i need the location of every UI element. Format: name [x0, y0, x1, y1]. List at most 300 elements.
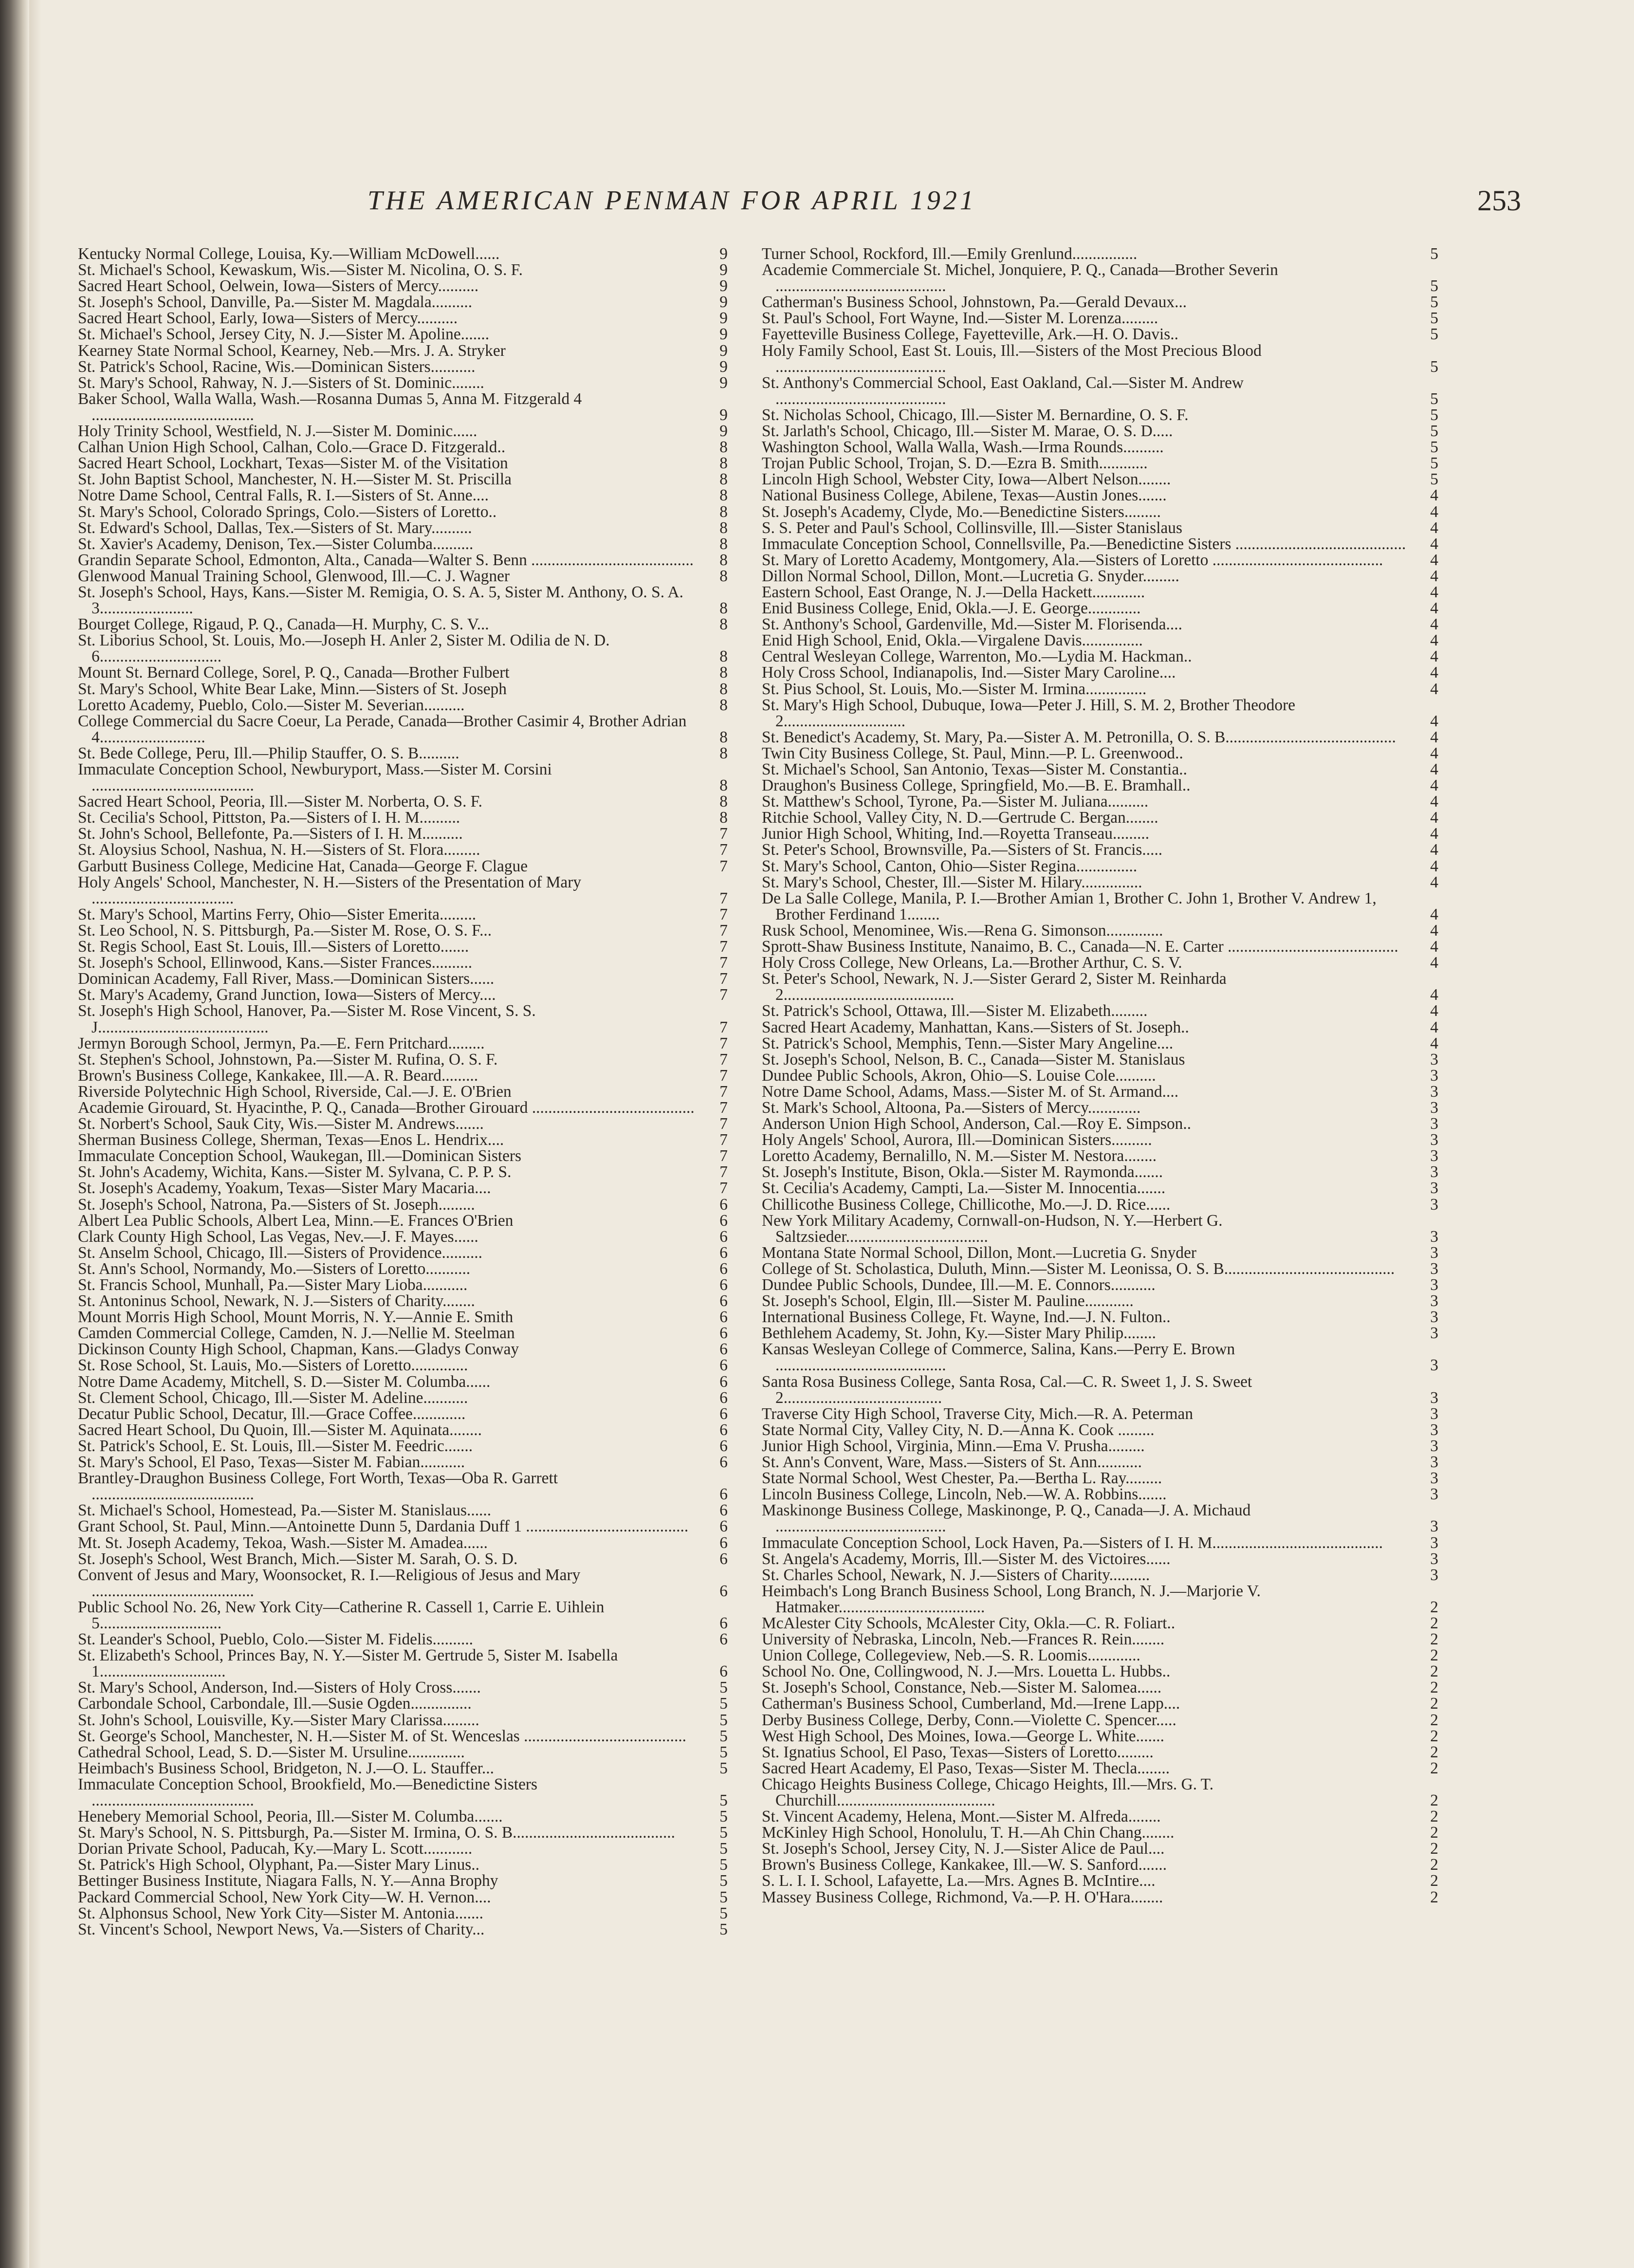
school-entry-text: Montana State Normal School, Dillon, Mont.—Lucretia G. Snyder	[762, 1243, 1197, 1262]
certificate-count: 3	[1430, 1469, 1438, 1488]
list-item	[762, 1551, 1438, 1567]
certificate-count: 6	[719, 1582, 728, 1600]
school-entry-text: St. Nicholas School, Chicago, Ill.—Sister M. Bernardine, O. S. F.	[762, 406, 1189, 424]
school-entry-text: Junior High School, Virginia, Minn.—Ema V. Prusha.........	[762, 1437, 1145, 1455]
certificate-count: 8	[719, 776, 728, 795]
running-title: THE AMERICAN PENMAN FOR APRIL 1921	[367, 185, 976, 216]
certificate-count: 4	[1430, 809, 1438, 827]
school-entry-text: Holy Angels' School, Manchester, N. H.—Sisters of the Presentation of Mary ...................................	[78, 873, 582, 907]
school-entry-text: Sacred Heart School, Lockhart, Texas—Sister M. of the Visitation	[78, 454, 508, 473]
list-item	[762, 1213, 1438, 1245]
certificate-count: 6	[719, 1356, 728, 1375]
school-entry-text: Convent of Jesus and Mary, Woonsocket, R. I.—Religious of Jesus and Mary ........................................	[78, 1566, 581, 1600]
certificate-count: 3	[1430, 1308, 1438, 1327]
list-item	[78, 1728, 728, 1744]
list-item	[78, 552, 728, 568]
certificate-count: 3	[1430, 1227, 1438, 1246]
list-item	[78, 1873, 728, 1889]
school-entry-text: Chillicothe Business College, Chillicothe, Mo.—J. D. Rice......	[762, 1195, 1171, 1214]
list-item	[762, 407, 1438, 423]
certificate-count: 2	[1430, 1807, 1438, 1826]
school-entry-text: S. L. I. I. School, Lafayette, La.—Mrs. Agnes B. McIntire....	[762, 1872, 1156, 1890]
certificate-count: 5	[719, 1678, 728, 1697]
school-entry-text: Cathedral School, Lead, S. D.—Sister M. Ursuline..............	[78, 1743, 465, 1761]
list-item	[762, 1647, 1438, 1663]
school-entry-text: Union College, Collegeview, Neb.—S. R. Loomis.............	[762, 1646, 1140, 1665]
school-entry-text: St. Anthony's School, Gardenville, Md.—Sister M. Florisenda....	[762, 615, 1182, 634]
school-entry-text: Notre Dame School, Adams, Mass.—Sister M. of St. Armand....	[762, 1082, 1179, 1101]
list-item	[78, 520, 728, 536]
certificate-count: 6	[719, 1630, 728, 1649]
list-item	[762, 1857, 1438, 1873]
list-item	[78, 1245, 728, 1261]
school-entry-text: College Commercial du Sacre Coeur, La Perade, Canada—Brother Casimir 4, Brother Adrian 4..........................	[78, 712, 687, 746]
list-item	[78, 391, 728, 423]
certificate-count: 3	[1430, 1082, 1438, 1101]
certificate-count: 5	[1430, 309, 1438, 328]
book-binding	[0, 0, 29, 2268]
list-item	[78, 1744, 728, 1760]
school-entry-text: St. Michael's School, Jersey City, N. J.—Sister M. Apoline.......	[78, 325, 490, 344]
certificate-count: 3	[1430, 1066, 1438, 1085]
list-item	[78, 1518, 728, 1534]
school-entry-text: St. Anthony's Commercial School, East Oakland, Cal.—Sister M. Andrew ..........................................	[762, 373, 1244, 408]
school-entry-text: St. Joseph's School, Nelson, B. C., Canada—Sister M. Stanislaus	[762, 1050, 1185, 1069]
certificate-count: 7	[719, 1066, 728, 1085]
certificate-count: 4	[1430, 712, 1438, 730]
list-item	[762, 1261, 1438, 1277]
school-entry-text: De La Salle College, Manila, P. I.—Brother Amian 1, Brother C. John 1, Brother V. Andrew 1, Brother Ferdinand 1........	[762, 889, 1377, 923]
list-item	[78, 1213, 728, 1229]
school-entry-text: St. Leander's School, Pueblo, Colo.—Sister M. Fidelis..........	[78, 1630, 474, 1649]
school-entry-text: Brown's Business College, Kankakee, Ill.—A. R. Beard.........	[78, 1066, 478, 1085]
list-item	[762, 1132, 1438, 1148]
list-item	[78, 1132, 728, 1148]
school-entry-text: St. Joseph's School, Constance, Neb.—Sister M. Salomea......	[762, 1678, 1162, 1697]
list-item	[762, 471, 1438, 487]
list-item	[78, 1357, 728, 1373]
certificate-count: 7	[719, 1179, 728, 1198]
list-item	[78, 1599, 728, 1631]
certificate-count: 2	[1430, 1759, 1438, 1777]
list-item	[78, 1631, 728, 1647]
list-item	[762, 826, 1438, 842]
school-entry-text: St. Joseph's School, Jersey City, N. J.—Sister Alice de Paul....	[762, 1840, 1165, 1858]
certificate-count: 4	[1430, 873, 1438, 891]
list-item	[78, 1905, 728, 1921]
list-item	[78, 1180, 728, 1196]
list-item	[78, 359, 728, 375]
list-item	[762, 1760, 1438, 1776]
school-entry-text: Sprott-Shaw Business Institute, Nanaimo, B. C., Canada—N. E. Carter ..........................................	[762, 938, 1398, 956]
list-item	[78, 1567, 728, 1599]
certificate-count: 2	[1430, 1872, 1438, 1890]
school-entry-text: St. Charles School, Newark, N. J.—Sisters of Charity..........	[762, 1566, 1150, 1584]
list-item	[78, 326, 728, 342]
list-item	[762, 1583, 1438, 1615]
school-entry-text: Loretto Academy, Bernalillo, N. M.—Sister M. Nestora........	[762, 1147, 1157, 1165]
school-entry-text: Ritchie School, Valley City, N. D.—Gertrude C. Bergan........	[762, 809, 1158, 827]
certificate-count: 7	[719, 841, 728, 859]
school-entry-text: West High School, Des Moines, Iowa.—George L. White.......	[762, 1727, 1165, 1745]
right-column	[762, 246, 1438, 1905]
page-header	[0, 185, 1634, 243]
certificate-count: 5	[719, 1856, 728, 1874]
list-item	[78, 955, 728, 971]
list-item	[78, 1197, 728, 1213]
list-item	[762, 1663, 1438, 1679]
certificate-count: 8	[719, 486, 728, 505]
list-item	[762, 1035, 1438, 1051]
school-entry-text: Academie Girouard, St. Hyacinthe, P. Q., Canada—Brother Girouard ........................................	[78, 1098, 695, 1117]
list-item	[762, 1889, 1438, 1905]
school-entry-text: McKinley High School, Honolulu, T. H.—Ah Chin Chang........	[762, 1824, 1175, 1842]
certificate-count: 8	[719, 599, 728, 618]
certificate-count: 6	[719, 1437, 728, 1455]
certificate-count: 2	[1430, 1646, 1438, 1665]
school-entry-text: St. Aloysius School, Nashua, N. H.—Sisters of St. Flora.........	[78, 841, 480, 859]
list-item	[762, 1019, 1438, 1035]
school-entry-text: Garbutt Business College, Medicine Hat, Canada—George F. Clague	[78, 857, 528, 875]
certificate-count: 2	[1430, 1727, 1438, 1745]
school-entry-text: Mt. St. Joseph Academy, Tekoa, Wash.—Sister M. Amadea......	[78, 1533, 488, 1552]
certificate-count: 3	[1430, 1179, 1438, 1198]
school-entry-text: Traverse City High School, Traverse City, Mich.—R. A. Peterman	[762, 1404, 1193, 1423]
certificate-count: 5	[1430, 293, 1438, 312]
page-edge-shadow	[29, 0, 41, 2268]
list-item	[762, 1535, 1438, 1551]
list-item	[78, 471, 728, 487]
school-entry-text: Turner School, Rockford, Ill.—Emily Grenlund................	[762, 245, 1138, 263]
school-entry-text: International Business College, Ft. Wayne, Ind.—J. N. Fulton..	[762, 1308, 1171, 1327]
certificate-count: 3	[1430, 1098, 1438, 1117]
school-entry-text: Henebery Memorial School, Peoria, Ill.—Sister M. Columba.......	[78, 1807, 503, 1826]
list-item	[78, 1406, 728, 1422]
list-item	[762, 1712, 1438, 1728]
list-item	[78, 1148, 728, 1164]
school-entry-text: Bethlehem Academy, St. John, Ky.—Sister Mary Philip........	[762, 1324, 1156, 1343]
list-item	[762, 423, 1438, 439]
list-item	[762, 1825, 1438, 1841]
list-item	[78, 632, 728, 664]
certificate-count: 7	[719, 1050, 728, 1069]
certificate-count: 7	[719, 970, 728, 988]
certificate-count: 5	[1430, 470, 1438, 489]
certificate-count: 7	[719, 857, 728, 875]
list-item	[762, 1422, 1438, 1438]
certificate-count: 2	[1430, 1888, 1438, 1906]
school-entry-text: St. Pius School, St. Louis, Mo.—Sister M. Irmina...............	[762, 680, 1147, 698]
list-item	[762, 1341, 1438, 1373]
list-item	[78, 681, 728, 697]
certificate-count: 4	[1430, 728, 1438, 746]
list-item	[762, 874, 1438, 890]
school-entry-text: St. Xavier's Academy, Denison, Tex.—Sister Columba..........	[78, 535, 474, 553]
list-item	[78, 1776, 728, 1808]
school-entry-text: Rusk School, Menominee, Wis.—Rena G. Simonson..............	[762, 921, 1163, 940]
certificate-count: 4	[1430, 664, 1438, 682]
list-item	[78, 1261, 728, 1277]
list-item	[762, 632, 1438, 648]
list-item	[78, 294, 728, 310]
list-item	[762, 810, 1438, 826]
school-entry-text: St. Michael's School, Homestead, Pa.—Sister M. Stanislaus......	[78, 1501, 492, 1520]
certificate-count: 4	[1430, 583, 1438, 601]
list-item	[78, 455, 728, 471]
list-item	[78, 1921, 728, 1937]
certificate-count: 9	[719, 422, 728, 441]
school-entry-text: St. John Baptist School, Manchester, N. H.—Sister M. St. Priscilla	[78, 470, 512, 489]
page-number: 253	[1477, 184, 1521, 217]
certificate-count: 9	[719, 245, 728, 263]
school-entry-text: St. Clement School, Chicago, Ill.—Sister M. Adeline...........	[78, 1388, 468, 1407]
certificate-count: 4	[1430, 744, 1438, 762]
school-entry-text: Dundee Public Schools, Dundee, Ill.—M. E. Connors...........	[762, 1276, 1156, 1294]
list-item	[78, 1164, 728, 1180]
school-entry-text: St. Michael's School, San Antonio, Texas—Sister M. Constantia..	[762, 760, 1187, 778]
list-item	[762, 793, 1438, 810]
school-entry-text: St. John's Academy, Wichita, Kans.—Sister M. Sylvana, C. P. P. S.	[78, 1163, 512, 1181]
school-entry-text: School No. One, Collingwood, N. J.—Mrs. Louetta L. Hubbs..	[762, 1662, 1171, 1681]
school-entry-text: Grandin Separate School, Edmonton, Alta., Canada—Walter S. Benn ........................................	[78, 551, 694, 569]
list-item	[78, 1116, 728, 1132]
school-entry-text: St. John's School, Louisville, Ky.—Sister Mary Clarissa.........	[78, 1711, 479, 1729]
certificate-count: 5	[719, 1695, 728, 1713]
school-entry-text: Sacred Heart Academy, El Paso, Texas—Sister M. Thecla........	[762, 1759, 1170, 1777]
school-entry-text: St. Michael's School, Kewaskum, Wis.—Sister M. Nicolina, O. S. F.	[78, 261, 523, 279]
school-entry-text: St. Jarlath's School, Chicago, Ill.—Sister M. Marae, O. S. D.....	[762, 422, 1173, 441]
school-entry-text: Public School No. 26, New York City—Catherine R. Cassell 1, Carrie E. Uihlein 5..............................	[78, 1598, 605, 1632]
school-entry-text: St. Cecilia's School, Pittston, Pa.—Sisters of I. H. M..........	[78, 809, 460, 827]
certificate-count: 6	[719, 1453, 728, 1472]
school-entry-text: Camden Commercial College, Camden, N. J.—Nellie M. Steelman	[78, 1324, 515, 1343]
school-entry-text: Holy Angels' School, Aurora, Ill.—Dominican Sisters..........	[762, 1131, 1152, 1149]
school-entry-text: Enid High School, Enid, Okla.—Virgalene Davis...............	[762, 631, 1143, 650]
list-item	[762, 600, 1438, 616]
school-entry-text: Draughon's Business College, Springfield, Mo.—B. E. Bramhall..	[762, 776, 1191, 795]
school-entry-text: St. Mary's School, Chester, Ill.—Sister M. Hilary...............	[762, 873, 1142, 891]
school-entry-text: Grant School, St. Paul, Minn.—Antoinette Dunn 5, Dardania Duff 1 ........................................	[78, 1517, 689, 1536]
list-item	[762, 1293, 1438, 1309]
certificate-count: 5	[1430, 325, 1438, 344]
list-item	[762, 262, 1438, 294]
school-entry-text: College of St. Scholastica, Duluth, Minn.—Sister M. Leonissa, O. S. B..........................................	[762, 1259, 1395, 1278]
list-item	[78, 939, 728, 955]
school-entry-text: St. Mary's School, Anderson, Ind.—Sisters of Holy Cross.......	[78, 1678, 481, 1697]
certificate-count: 4	[1430, 486, 1438, 505]
school-entry-text: State Normal City, Valley City, N. D.—Anna K. Cook .........	[762, 1420, 1155, 1439]
certificate-count: 5	[719, 1904, 728, 1922]
school-entry-text: St. Francis School, Munhall, Pa.—Sister Mary Lioba...........	[78, 1276, 468, 1294]
list-item	[78, 922, 728, 939]
certificate-count: 7	[719, 1082, 728, 1101]
school-entry-text: St. Edward's School, Dallas, Tex.—Sisters of St. Mary..........	[78, 518, 472, 537]
school-entry-text: St. Mary's School, N. S. Pittsburgh, Pa.—Sister M. Irmina, O. S. B........................................	[78, 1824, 676, 1842]
certificate-count: 4	[1430, 502, 1438, 521]
school-entry-text: Bettinger Business Institute, Niagara Falls, N. Y.—Anna Brophy	[78, 1872, 498, 1890]
certificate-count: 8	[719, 535, 728, 553]
certificate-count: 7	[719, 938, 728, 956]
list-item	[762, 729, 1438, 745]
list-item	[762, 971, 1438, 1003]
school-entry-text: St. Patrick's High School, Olyphant, Pa.—Sister Mary Linus..	[78, 1856, 479, 1874]
list-item	[78, 826, 728, 842]
list-item	[762, 1470, 1438, 1486]
list-item	[762, 504, 1438, 520]
certificate-count: 9	[719, 261, 728, 279]
school-entry-text: Heimbach's Business School, Bridgeton, N. J.—O. L. Stauffer...	[78, 1759, 494, 1777]
list-item	[762, 1728, 1438, 1744]
list-item	[762, 955, 1438, 971]
certificate-count: 3	[1430, 1420, 1438, 1439]
school-entry-text: Clark County High School, Las Vegas, Nev.—J. F. Mayes......	[78, 1227, 478, 1246]
school-entry-text: St. Mary's High School, Dubuque, Iowa—Peter J. Hill, S. M. 2, Brother Theodore 2..............................	[762, 696, 1296, 730]
list-item	[78, 713, 728, 745]
list-item	[78, 1647, 728, 1679]
certificate-count: 5	[1430, 422, 1438, 441]
school-entry-text: St. Paul's School, Fort Wayne, Ind.—Sister M. Lorenza.........	[762, 309, 1158, 328]
list-item	[78, 1841, 728, 1857]
certificate-count: 8	[719, 567, 728, 585]
certificate-count: 2	[1430, 1856, 1438, 1874]
certificate-count: 6	[719, 1485, 728, 1504]
certificate-count: 6	[719, 1517, 728, 1536]
school-entry-text: Glenwood Manual Training School, Glenwood, Ill.—C. J. Wagner	[78, 567, 510, 585]
school-entry-text: St. Anselm School, Chicago, Ill.—Sisters of Providence..........	[78, 1243, 482, 1262]
certificate-count: 8	[719, 470, 728, 489]
list-item	[78, 1679, 728, 1696]
certificate-count: 3	[1430, 1115, 1438, 1133]
certificate-count: 6	[719, 1404, 728, 1423]
school-entry-text: Twin City Business College, St. Paul, Minn.—P. L. Greenwood..	[762, 744, 1183, 762]
list-item	[78, 1535, 728, 1551]
certificate-count: 3	[1430, 1276, 1438, 1294]
certificate-count: 6	[719, 1533, 728, 1552]
school-entry-text: Packard Commercial School, New York City—W. H. Vernon....	[78, 1888, 491, 1906]
school-entry-text: Maskinonge Business College, Maskinonge, P. Q., Canada—J. A. Michaud ..........................................	[762, 1501, 1251, 1536]
certificate-count: 8	[719, 454, 728, 473]
certificate-count: 3	[1430, 1566, 1438, 1584]
certificate-count: 9	[719, 309, 728, 328]
certificate-count: 6	[719, 1388, 728, 1407]
list-item	[762, 1325, 1438, 1341]
list-item	[762, 1180, 1438, 1196]
school-entry-text: St. Vincent Academy, Helena, Mont.—Sister M. Alfreda........	[762, 1807, 1161, 1826]
certificate-count: 3	[1430, 1485, 1438, 1504]
certificate-count: 9	[719, 357, 728, 376]
certificate-count: 4	[1430, 615, 1438, 634]
certificate-count: 3	[1430, 1404, 1438, 1423]
certificate-count: 5	[1430, 245, 1438, 263]
certificate-count: 4	[1430, 599, 1438, 618]
certificate-count: 8	[719, 615, 728, 634]
list-item	[762, 552, 1438, 568]
certificate-count: 6	[719, 1276, 728, 1294]
school-entry-text: St. George's School, Manchester, N. H.—Sister M. of St. Wenceslas ........................................	[78, 1727, 687, 1745]
list-item	[78, 1760, 728, 1776]
certificate-count: 4	[1430, 1002, 1438, 1020]
list-item	[762, 761, 1438, 777]
list-item	[78, 536, 728, 552]
certificate-count: 4	[1430, 631, 1438, 650]
list-item	[78, 1003, 728, 1035]
school-entry-text: Central Wesleyan College, Warrenton, Mo.—Lydia M. Hackman..	[762, 647, 1192, 666]
school-entry-text: Sherman Business College, Sherman, Texas—Enos L. Hendrix....	[78, 1131, 504, 1149]
list-item	[78, 906, 728, 922]
school-entry-text: Holy Cross College, New Orleans, La.—Brother Arthur, C. S. V.	[762, 954, 1182, 972]
school-entry-text: Trojan Public School, Trojan, S. D.—Ezra B. Smith............	[762, 454, 1148, 473]
list-item	[762, 697, 1438, 729]
list-item	[762, 343, 1438, 375]
school-entry-text: St. Joseph's High School, Hanover, Pa.—Sister M. Rose Vincent, S. S. J..........................................	[78, 1002, 536, 1036]
list-item	[762, 1744, 1438, 1760]
school-entry-text: St. Joseph's School, Elgin, Ill.—Sister M. Pauline............	[762, 1292, 1134, 1310]
certificate-count: 6	[719, 1501, 728, 1520]
list-item	[78, 761, 728, 793]
certificate-count: 5	[1430, 438, 1438, 457]
certificate-count: 3	[1430, 1147, 1438, 1165]
certificate-count: 3	[1430, 1243, 1438, 1262]
certificate-count: 7	[719, 1098, 728, 1117]
certificate-count: 2	[1430, 1711, 1438, 1729]
school-entry-text: Notre Dame School, Central Falls, R. I.—Sisters of St. Anne....	[78, 486, 489, 505]
list-item	[762, 664, 1438, 681]
school-entry-text: Lincoln Business College, Lincoln, Neb.—W. A. Robbins.......	[762, 1485, 1167, 1504]
list-item	[78, 1341, 728, 1357]
certificate-count: 3	[1430, 1292, 1438, 1310]
certificate-count: 6	[719, 1227, 728, 1246]
certificate-count: 3	[1430, 1259, 1438, 1278]
list-item	[762, 858, 1438, 874]
school-entry-text: Immaculate Conception School, Connellsville, Pa.—Benedictine Sisters ..........................................	[762, 535, 1406, 553]
certificate-count: 7	[719, 1163, 728, 1181]
school-entry-text: St. Mary's School, Rahway, N. J.—Sisters of St. Dominic........	[78, 373, 484, 392]
certificate-count: 4	[1430, 776, 1438, 795]
certificate-count: 4	[1430, 857, 1438, 875]
school-entry-text: Holy Cross School, Indianapolis, Ind.—Sister Mary Caroline....	[762, 664, 1176, 682]
school-entry-text: Chicago Heights Business College, Chicago Heights, Ill.—Mrs. G. T. Churchill.......................................	[762, 1775, 1214, 1809]
list-item	[78, 987, 728, 1003]
list-item	[78, 375, 728, 391]
left-column	[78, 246, 728, 1937]
school-entry-text: St. Bede College, Peru, Ill.—Philip Stauffer, O. S. B..........	[78, 744, 459, 762]
school-entry-text: St. Antoninus School, Newark, N. J.—Sisters of Charity........	[78, 1292, 475, 1310]
certificate-count: 5	[719, 1759, 728, 1777]
school-entry-text: St. Joseph's Academy, Clyde, Mo.—Benedictine Sisters.........	[762, 502, 1161, 521]
list-item	[762, 922, 1438, 939]
list-item	[78, 1422, 728, 1438]
list-item	[762, 890, 1438, 922]
school-entry-text: Dundee Public Schools, Akron, Ohio—S. Louise Cole..........	[762, 1066, 1156, 1085]
list-item	[78, 745, 728, 761]
certificate-count: 3	[1430, 1163, 1438, 1181]
certificate-count: 8	[719, 809, 728, 827]
list-item	[762, 1696, 1438, 1712]
school-entry-text: Bourget College, Rigaud, P. Q., Canada—H. Murphy, C. S. V...	[78, 615, 489, 634]
certificate-count: 7	[719, 825, 728, 843]
list-item	[762, 584, 1438, 600]
school-entry-text: National Business College, Abilene, Texas—Austin Jones.......	[762, 486, 1167, 505]
school-entry-text: State Normal School, West Chester, Pa.—Bertha L. Ray.........	[762, 1469, 1162, 1488]
list-item	[762, 1068, 1438, 1084]
school-entry-text: St. Liborius School, St. Louis, Mo.—Joseph H. Anler 2, Sister M. Odilia de N. D. 6..............................	[78, 631, 610, 666]
list-item	[762, 745, 1438, 761]
certificate-count: 5	[719, 1872, 728, 1890]
list-item	[762, 616, 1438, 632]
certificate-count: 7	[719, 921, 728, 940]
school-entry-text: Sacred Heart Academy, Manhattan, Kans.—Sisters of St. Joseph..	[762, 1018, 1189, 1036]
list-item	[78, 1100, 728, 1116]
